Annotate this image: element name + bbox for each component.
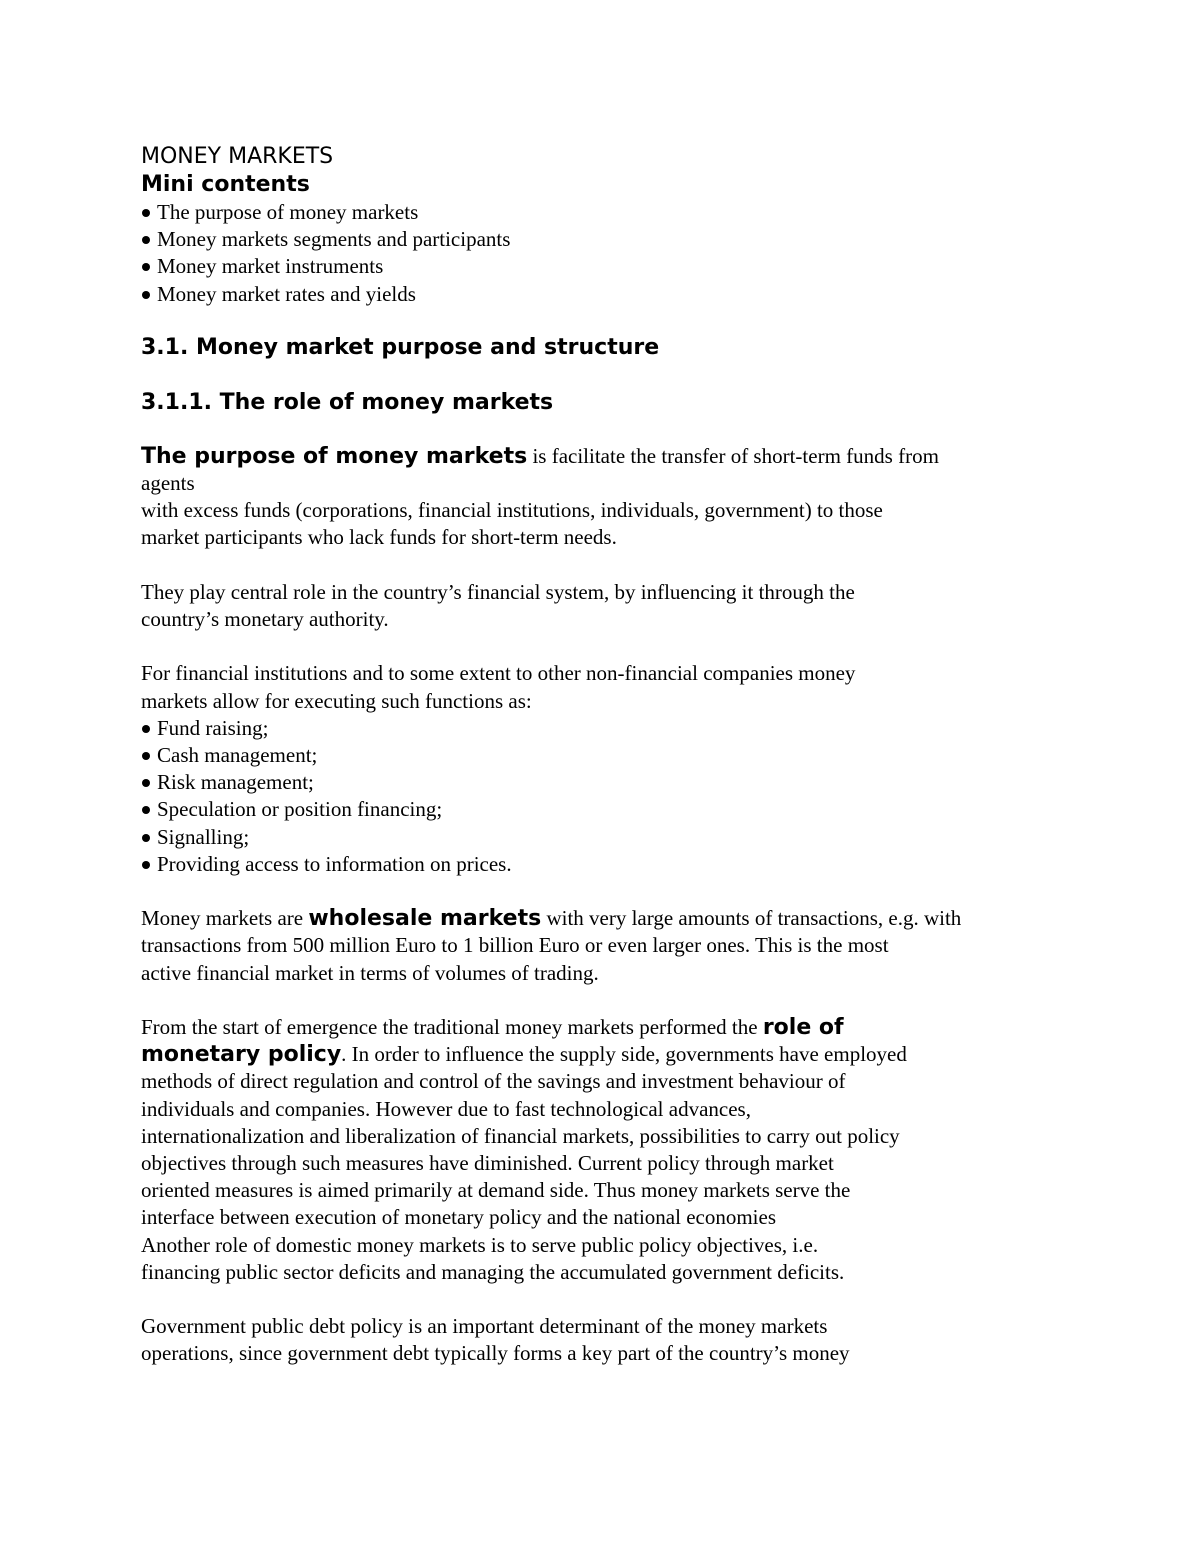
paragraph-central-role: They play central role in the country’s financial system, by influencing it through the country’s monetary authority. — [141, 579, 855, 632]
mini-contents-list — [141, 199, 1071, 308]
mini-contents-title: Mini contents — [141, 172, 310, 197]
document-page — [141, 140, 1071, 1368]
paragraph-monetary-policy: From the start of emergence the traditional money markets performed the role of monetary policy. In order to influence the supply side, governments have employed methods of direct regulation and control of the savings and investment behaviour of individuals and companies. However due to fast technological advances, internationalization and liberalization of financial markets, possibilities to carry out policy objectives through such measures have diminished. Current policy through market oriented measures is aimed primarily at demand side. Thus money markets serve the interface between execution of monetary policy and the national economies Another role of domestic money markets is to serve public policy objectives, i.e. financing public sector deficits and managing the accumulated government deficits. — [141, 1015, 907, 1284]
role-of-emphasis: role of — [762, 1015, 844, 1041]
list-item: Money markets segments and participants — [141, 226, 1071, 253]
paragraph-purpose: The purpose of money markets is facilitate the transfer of short-term funds from agents with excess funds (corporations, financial institutions, individuals, government) to those market participants who lack funds for short-term needs. — [141, 443, 939, 550]
list-item: Money market rates and yields — [141, 281, 1071, 308]
purpose-lead: The purpose of money markets — [141, 443, 528, 469]
paragraph-wholesale: Money markets are wholesale markets with very large amounts of transactions, e.g. with transactions from 500 million Euro to 1 billion Euro or even larger ones. This is the most active financial market in terms of volumes of trading. — [141, 906, 962, 985]
document-title: MONEY MARKETS — [141, 144, 334, 169]
list-item: Providing access to information on prices. — [141, 851, 1071, 878]
list-item: Cash management; — [141, 742, 1071, 769]
subsection-heading: 3.1.1. The role of money markets — [141, 389, 554, 415]
list-item: Fund raising; — [141, 715, 1071, 742]
list-item: Money market instruments — [141, 253, 1071, 280]
functions-list — [141, 715, 1071, 878]
list-item: Speculation or position financing; — [141, 796, 1071, 823]
paragraph-public-debt: Government public debt policy is an important determinant of the money markets operations, since government debt typically forms a key part of the country’s money — [141, 1314, 850, 1366]
paragraph-functions-intro: For financial institutions and to some extent to other non-financial companies money markets allow for executing such functions as: — [141, 661, 856, 713]
list-item: The purpose of money markets — [141, 199, 1071, 226]
section-heading: 3.1. Money market purpose and structure — [141, 334, 660, 360]
list-item: Signalling; — [141, 824, 1071, 851]
monetary-policy-emphasis: monetary policy — [141, 1042, 342, 1068]
wholesale-emphasis: wholesale markets — [308, 906, 542, 932]
list-item: Risk management; — [141, 769, 1071, 796]
